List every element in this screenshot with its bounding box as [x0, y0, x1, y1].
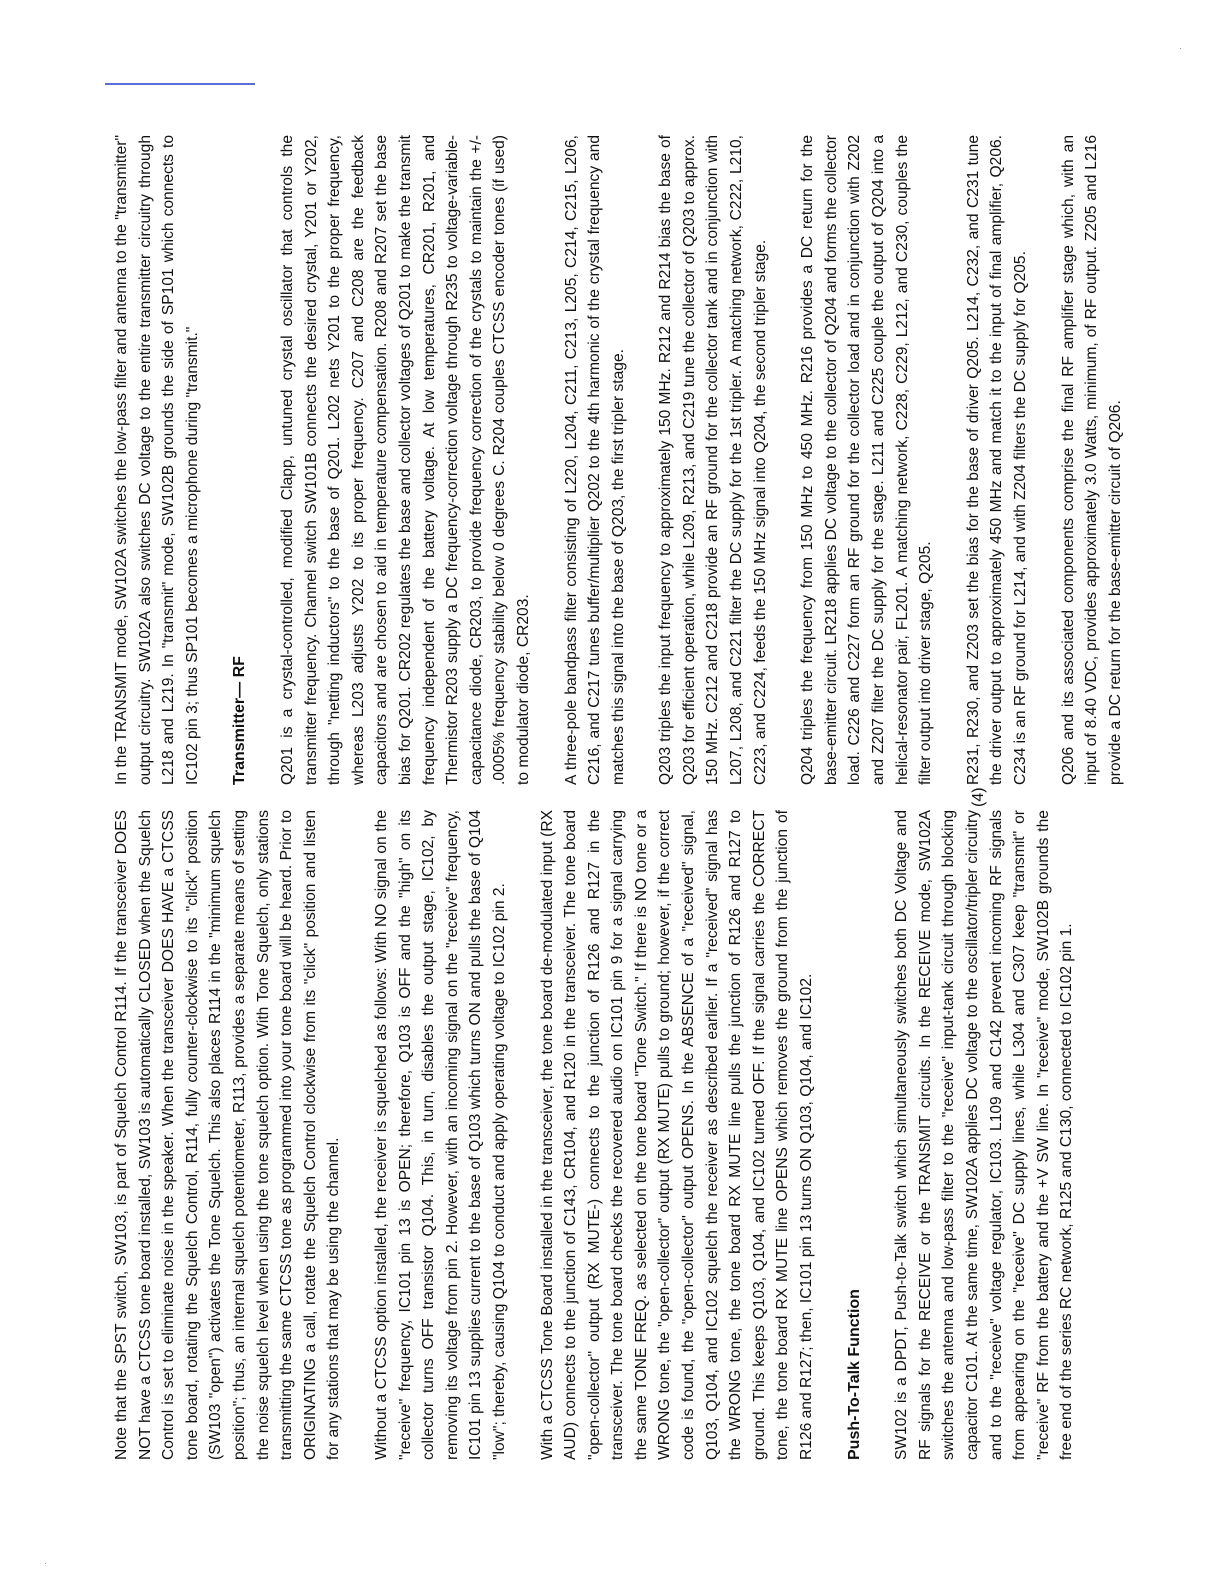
paragraph-bandpass-filter: A three-pole bandpass filter consisting of L220, L204, C211, C213, L205, C214, C215, L206, C216, and C217 tunes buffer/multiplier Q202 to the 4th harmonic of the crystal frequency and matches this signal into the base of Q203, the first tripler stage.: [562, 135, 627, 785]
paragraph-ctcss-tone-board: With a CTCSS Tone Board installed in the transceiver, the tone board de-modulated input (RX AUD) connects to the junction of C143, CR104, and R120 in the transceiver. The tone board "open-collector" output (RX MUTE-) connects to the junction of R126 and R127 in the transceiver. The tone board checks the recovered audio on IC101 pin 9 for a signal carrying the same TONE FREQ. as selected on the tone board "Tone Switch." If there is NO tone or a WRONG tone, the "open-collector" output (RX MUTE) pulls to ground; however, if the correct code is found, the "open-collector" output OPENS. In the ABSENCE of a "received" signal, Q103, Q104, and IC102 squelch the receiver as described earlier. If a "received" signal has the WRONG tone, the tone board RX MUTE line pulls the junction of R126 and R127 to ground. This keeps Q103, Q104, and IC102 turned OFF. If the signal carries the CORRECT tone, the tone board RX MUTE line OPENS which removes the ground from the junction of R126 and R127; then, IC101 pin 13 turns ON Q103, Q104, and IC102.: [538, 810, 816, 1460]
paragraph-squelch-switch: Note that the SPST switch, SW103, is part of Squelch Control R114. If the transceiver DOES NOT have a CTCSS tone board installed, SW103 is automatically CLOSED when the Squelch Control is set to eliminate noise in the speaker. When the transceiver DOES HAVE a CTCSS tone board, rotating the Squelch Control, R114, fully counter-clockwise to its "click" position (SW103 "open") activates the Tone Squelch. This also places R114 in the "minimum squelch position"; thus, an internal squelch potentiometer, R113, provides a separate means of setting the noise squelch level when using the tone squelch option. With Tone Squelch, only stations transmitting the same CTCSS tone as programmed into your tone board will be heard. Prior to ORIGINATING a call, rotate the Squelch Control clockwise from its "click" position and listen for any stations that may be using the channel.: [113, 810, 343, 1460]
page-number: (4): [970, 787, 987, 807]
left-text-column: [110, 810, 1103, 1460]
paragraph-second-tripler: Q204 triples the frequency from 150 MHz to 450 MHz. R216 provides a DC return for the base-emitter circuit. LR218 applies DC voltage to the collector of Q204 and forms the collector load. C226 and C227 form an RF ground for the collector load and in conjunction with Z202 and Z207 filter the DC supply for the stage. L211 and C225 couple the output of Q204 into a helical-resonator pair, FL201. A matching network, C228, C229, L212, and C230, couples the filter output into driver stage, Q205.: [799, 135, 935, 785]
paragraph-transmit-mode: In the TRANSMIT mode, SW102A switches the low-pass filter and antenna to the "transmitter" output circuitry. SW102A also switches DC voltage to the entire transmitter circuitry through L218 and L219. In "transmit" mode, SW102B grounds the side of SP101 which connects to IC102 pin 3; thus SP101 becomes a microphone during "transmit.": [113, 135, 201, 785]
scan-edge-line: [105, 83, 255, 85]
heading-transmitter-rf: Transmitter— RF: [231, 656, 249, 785]
paragraph-push-to-talk: SW102 is a DPDT, Push-to-Talk switch which simultaneously switches both DC Voltage and RF signals for the RECEIVE or the TRANSMIT circuits. In the RECEIVE mode, SW102A switches the antenna and low-pass filter to the "receive" input-tank circuit through blocking capacitor C101. At the same time, SW102A applies DC voltage to the oscillator/tripler circuitry and to the "receive" voltage regulator, IC103. L109 and C142 prevent incoming RF signals from appearing on the "receive" DC supply lines, while L304 and C307 keep "transmit" or "receive" RF from the battery and the +V SW line. In "receive" mode, SW102B grounds the free end of the series RC network, R125 and C130, connected to IC102 pin 1.: [893, 810, 1076, 1460]
scan-speck: ·: [40, 1562, 50, 1565]
paragraph-receiver-squelch: Without a CTCSS option installed, the receiver is squelched as follows: With NO signal on the "receive" frequency, IC101 pin 13 is OPEN; therefore, Q103 is OFF and the "high" on its collector turns OFF transistor Q104. This, in turn, disables the output stage, IC102, by removing its voltage from pin 2. However, with an incoming signal on the "receive" frequency, IC101 pin 13 supplies current to the base of Q103 which turns ON and pulls the base of Q104 "low"; thereby, causing Q104 to conduct and apply operating voltage to IC102 pin 2.: [372, 810, 508, 1460]
scan-speck: ·: [1175, 47, 1185, 50]
paragraph-first-tripler: Q203 triples the input frequency to approximately 150 MHz. R212 and R214 bias the base of Q203 for efficient operation, while L209, R213, and C219 tune the collector of Q203 to approx. 150 MHz. C212 and C218 provide an RF ground for the collector tank and in conjunction with L207, L208, and C221 filter the DC supply for the 1st tripler. A matching network, C222, L210, C223, and C224, feeds the 150 MHz signal into Q204, the second tripler stage.: [657, 135, 769, 785]
right-text-column: [110, 135, 1151, 785]
heading-push-to-talk: Push-To-Talk Function: [845, 1289, 863, 1460]
paragraph-driver: R231, R230, and Z203 set the bias for the base of driver Q205. L214, C232, and C231 tune the driver output to approximately 450 MHz and match it to the input of final amplifier, Q206. C234 is an RF ground for L214, and with Z204 filters the DC supply for Q205.: [964, 135, 1029, 785]
paragraph-oscillator: Q201 is a crystal-controlled, modified Clapp, untuned crystal oscillator that controls the transmitter frequency. Channel switch SW101B connects the desired crystal, Y201 or Y202, through "netting inductors" to the base of Q201. L202 nets Y201 to the proper frequency, whereas L203 adjusts Y202 to its proper frequency. C207 and C208 are the feedback capacitors and are chosen to aid in temperature compensation. R208 and R207 set the base bias for Q201. CR202 regulates the base and collector voltages of Q201 to make the transmit frequency independent of the battery voltage. At low temperatures, CR201, R201, and Thermistor R203 supply a DC frequency-correction voltage through R235 to voltage-variable-capacitance diode, CR203, to provide frequency correction of the crystals to maintain the +/- .0005% frequency stability below 0 degrees C. R204 couples CTCSS encoder tones (if used) to modulator diode, CR203.: [278, 135, 532, 785]
paragraph-final-amplifier: Q206 and its associated components comprise the final RF amplifier stage which, with an input of 8.40 VDC, provides approximately 3.0 Watts, minimum, of RF output. Z205 and L216 provide a DC return for the base-emitter circuit of Q206.: [1059, 135, 1124, 785]
